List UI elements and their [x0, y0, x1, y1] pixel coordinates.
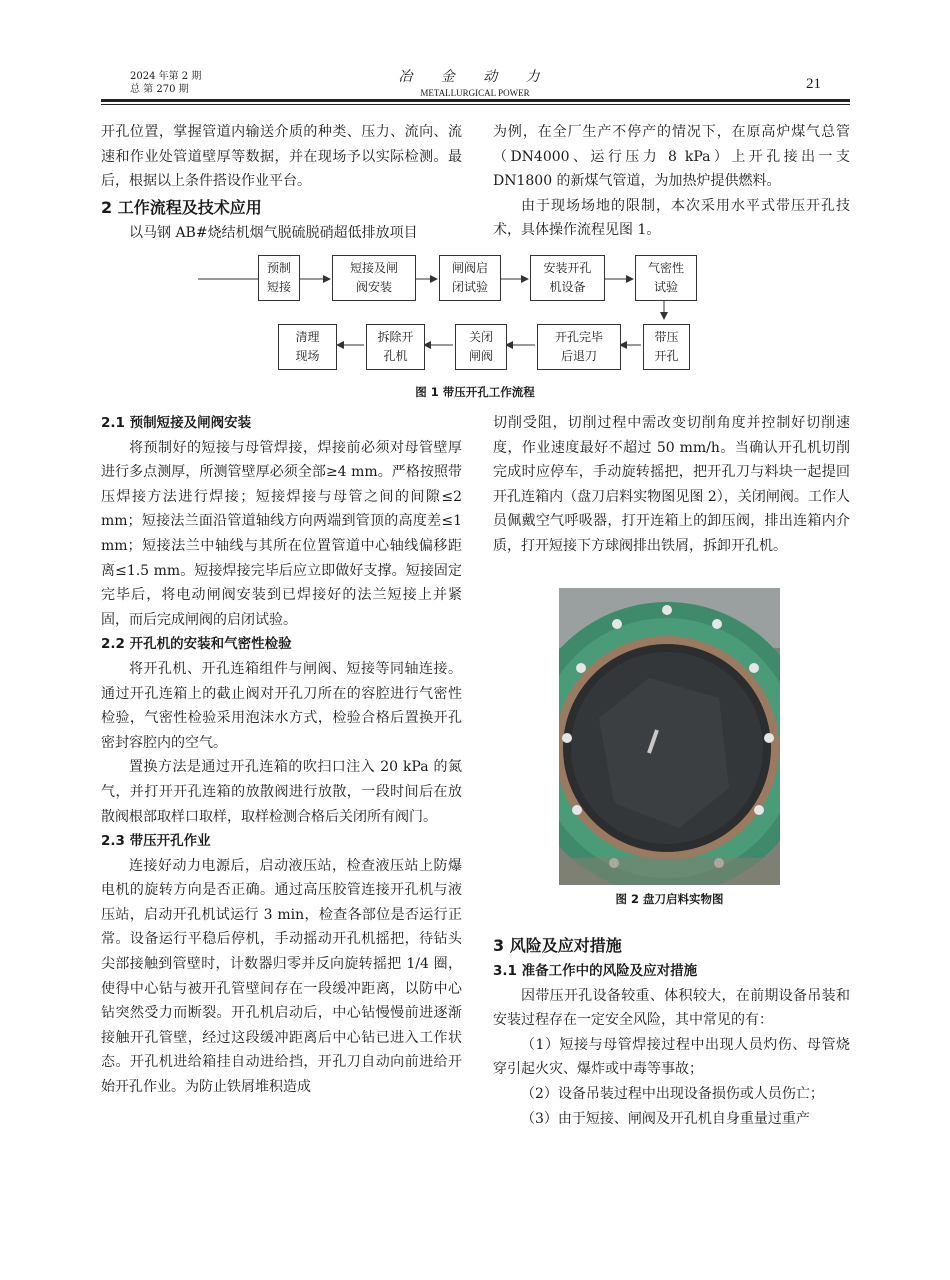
section-2-heading: 2 工作流程及技术应用: [101, 197, 262, 217]
project-paragraph: 为例，在全厂生产不停产的情况下，在原高炉煤气总管（DN4000、运行压力 8 kPa）上开孔接出一支 DN1800 的新煤气管道，为加热炉提供燃料。: [493, 124, 850, 190]
flow-box-clean-site: 清理 现场: [278, 324, 337, 370]
section-2-2-paragraph-2: 置换方法是通过开孔连箱的吹扫口注入 20 kPa 的氮气，并打开开孔连箱的放散阀进行放散，一段时间后在放散阀根部取样口取样，取样检测合格后关闭所有阀门。: [101, 759, 462, 825]
section-3-1-heading: 3.1 准备工作中的风险及应对措施: [493, 963, 698, 979]
journal-title-en: METALLURGICAL POWER: [420, 88, 530, 98]
figure-2-photo: [559, 588, 780, 885]
section-2-1-paragraph: 将预制好的短接与母管焊接，焊接前必须对母管壁厚进行多点测厚，所测管壁厚必须全部≥4 mm。严格按照带压焊接方法进行焊接；短接焊接与母管之间的间隙≤2 mm；短接法兰面沿管道轴线方向两端到管顶的高度差≤1 mm；短接法兰中轴线与其所在位置管道中心轴线偏移距离≤1.5 mm。短接焊接完毕后应立即做好支撑。短接固定完毕后，将电动闸阀安装到已焊接好的法兰短接上并紧固，而后完成闸阀的启闭试验。: [101, 439, 462, 628]
flow-box-retract-cutter: 开孔完毕 后退刀: [537, 324, 621, 370]
flow-box-prefab-stub: 预制 短接: [258, 255, 300, 301]
cutting-paragraph: 切削受阻，切削过程中需改变切削角度并控制好切削速度，作业速度最好不超过 50 mm/h。当确认开孔机切削完成时应停车，手动旋转摇把，把开孔刀与料块一起提回开孔连箱内（盘刀启料实物图见图 2），关闭闸阀。工作人员佩戴空气呼吸器，打开连箱上的卸压阀，排出连箱内介质，打开短接下方球阀排出铁屑，拆卸开孔机。: [493, 415, 850, 554]
issue-info: [130, 70, 201, 96]
flow-box-stub-valve-install: 短接及闸 阀安装: [332, 255, 416, 301]
flow-box-remove-machine: 拆除开 孔机: [366, 324, 425, 370]
left-column-body: [101, 411, 462, 1100]
journal-title: [350, 66, 600, 98]
risk-item-2: （2）设备吊装过程中出现设备损伤或人员伤亡；: [521, 1085, 824, 1102]
section-3-1-paragraph: 因带压开孔设备较重、体积较大，在前期设备吊装和安装过程存在一定安全风险，其中常见的有：: [493, 987, 850, 1029]
figure-1-caption: 图 1 带压开孔工作流程: [415, 385, 535, 399]
section-3-block: [493, 933, 850, 1131]
flow-box-install-drilling-machine: 安装开孔 机设备: [530, 255, 605, 301]
risk-item-1: （1）短接与母管焊接过程中出现人员灼伤、母管烧穿引起火灾、爆炸或中毒等事故；: [493, 1036, 850, 1078]
intro-paragraph: 开孔位置，掌握管道内输送介质的种类、压力、流向、流速和作业处管道壁厚等数据，并在现场予以实际检测。最后，根据以上条件搭设作业平台。: [101, 124, 462, 190]
section-2-3-paragraph: 连接好动力电源后，启动液压站，检查液压站上防爆电机的旋转方向是否正确。通过高压胶管连接开孔机与液压站，启动开孔机试运行 3 min，检查各部位是否运行正常。设备运行平稳后停机，手动摇动开孔机摇把，待钻头尖部接触到管壁时，计数器归零并反向旋转摇把 1/4 圈，使得中心钻与被开孔管壁间存在一段缓冲距离，以防中心钻突然受力而断裂。开孔机启动后，中心钻慢慢前进逐渐接触开孔管壁，经过这段缓冲距离后中心钻已进入工作状态。开孔机进给箱挂自动进给挡，开孔刀自动向前进给开始开孔作业。为防止铁屑堆积造成: [101, 857, 462, 1096]
disc-cutter-photo-illustration: [559, 588, 780, 885]
section-2-2-heading: 2.2 开孔机的安装和气密性检验: [101, 636, 292, 653]
header-rule-thick: [101, 99, 850, 102]
page-number: 21: [806, 76, 821, 92]
right-column-continuation: [493, 411, 850, 559]
right-column-top: [493, 120, 850, 243]
flow-box-airtight-test: 气密性 试验: [635, 255, 697, 301]
flow-reference-paragraph: 由于现场场地的限制，本次采用水平式带压开孔技术，具体操作流程见图 1。: [493, 197, 850, 239]
left-column-top: [101, 120, 462, 245]
section-3-heading: 3 风险及应对措施: [493, 936, 622, 955]
flow-box-valve-test: 闸阀启 闭试验: [439, 255, 501, 301]
flow-box-close-valve: 关闭 闸阀: [455, 324, 507, 370]
figure-1-flowchart: [100, 252, 850, 380]
figure-2-caption: 图 2 盘刀启料实物图: [615, 892, 724, 906]
risk-item-3: （3）由于短接、闸阀及开孔机自身重量过重产: [521, 1110, 810, 1127]
section-2-paragraph: 以马钢 AB#烧结机烟气脱硫脱硝超低排放项目: [129, 224, 418, 241]
header-rule-thin: [101, 104, 850, 105]
issue-line-2: 总 第 270 期: [130, 84, 189, 95]
flow-box-pressure-drilling: 带压 开孔: [643, 324, 690, 370]
journal-title-cn: 冶 金 动 力: [398, 69, 552, 85]
section-2-3-heading: 2.3 带压开孔作业: [101, 833, 211, 850]
issue-line-1: 2024 年第 2 期: [130, 71, 202, 82]
section-2-1-heading: 2.1 预制短接及闸阀安装: [101, 415, 252, 431]
section-2-2-paragraph-1: 将开孔机、开孔连箱组件与闸阀、短接等同轴连接。通过开孔连箱上的截止阀对开孔刀所在的容腔进行气密性检验，气密性检验采用泡沫水方式，检验合格后置换开孔密封容腔内的空气。: [101, 660, 462, 751]
